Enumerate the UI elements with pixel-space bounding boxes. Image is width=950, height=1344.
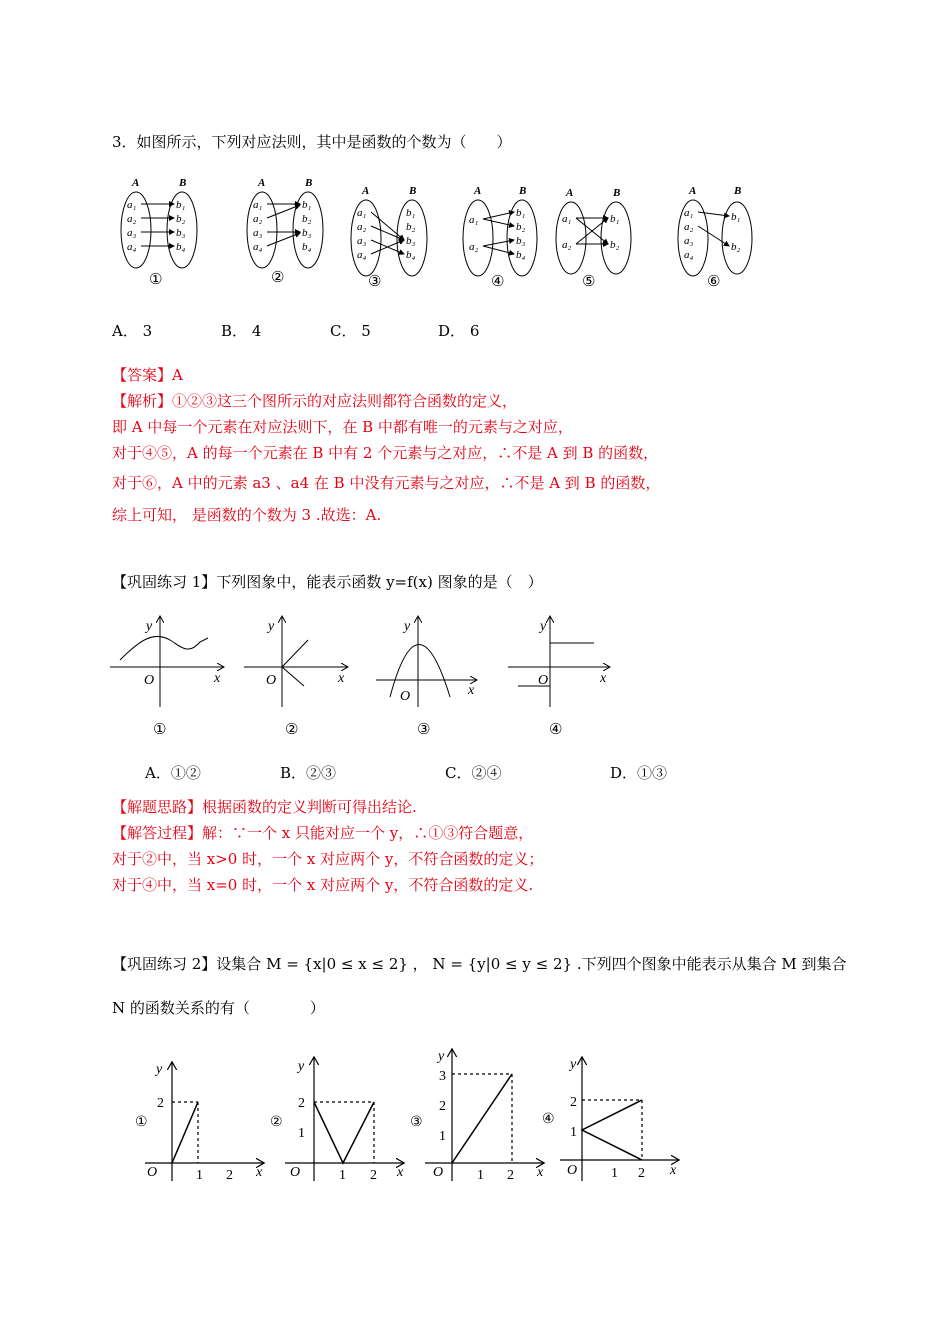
diagram-label-3: ③ <box>368 272 382 290</box>
svg-text:a₂: a₂ <box>562 239 572 251</box>
svg-text:1: 1 <box>477 1168 484 1183</box>
q3-stem: 3．如图所示，下列对应法则，其中是函数的个数为（ ） <box>112 133 512 151</box>
practice1-graph-1-origin: O <box>144 673 155 688</box>
svg-text:B: B <box>409 185 417 197</box>
practice2-stem-line-2: N 的函数关系的有（ ） <box>112 999 325 1017</box>
svg-text:b₄: b₄ <box>176 241 186 253</box>
svg-text:b₃: b₃ <box>406 235 416 247</box>
diagram-label-6: ⑥ <box>707 272 721 290</box>
svg-text:O: O <box>147 1165 158 1180</box>
svg-text:2: 2 <box>226 1168 233 1183</box>
practice2-graph-label-2: ② <box>270 1114 283 1130</box>
q3-analysis-line-1: 【解析】①②③这三个图所示的对应法则都符合函数的定义， <box>112 392 518 410</box>
q3-option-c[interactable]: C． 5 <box>330 322 371 340</box>
practice1-solution-line-3: 对于②中，当 x>0 时，一个 x 对应两个 y，不符合函数的定义； <box>112 850 544 868</box>
svg-text:a₁: a₁ <box>562 213 572 225</box>
practice1-graph-1-x-label: x <box>214 671 221 686</box>
svg-text:a₂: a₂ <box>253 213 263 225</box>
practice1-option-a[interactable]: A．①② <box>145 764 201 782</box>
svg-text:x: x <box>256 1165 263 1180</box>
practice2-graphs <box>130 1048 690 1188</box>
practice1-graph-label-4: ④ <box>549 720 563 738</box>
mapping-diagram-5 <box>556 187 631 274</box>
mapping-diagram-3 <box>351 185 427 276</box>
practice1-graph-4-x-label: x <box>600 671 607 686</box>
svg-text:b₁: b₁ <box>516 207 526 219</box>
svg-text:2: 2 <box>570 1095 577 1110</box>
practice1-graph-1 <box>110 617 223 707</box>
practice1-graph-4-y-label: y <box>540 619 547 634</box>
diagram-label-2: ② <box>271 268 285 286</box>
practice2-graph-2 <box>285 1058 403 1181</box>
svg-text:B: B <box>305 177 313 189</box>
svg-text:A: A <box>132 177 140 189</box>
practice2-graph-1 <box>145 1063 263 1181</box>
svg-text:a₂: a₂ <box>684 221 694 233</box>
svg-text:a₁: a₁ <box>684 207 694 219</box>
svg-text:A: A <box>474 185 482 197</box>
svg-text:B: B <box>613 187 621 199</box>
svg-text:b₂: b₂ <box>516 221 526 233</box>
svg-text:a₁: a₁ <box>357 207 367 219</box>
svg-text:b₁: b₁ <box>176 199 186 211</box>
svg-text:a₄: a₄ <box>127 241 137 253</box>
svg-text:b₁: b₁ <box>731 211 741 223</box>
svg-text:a₂: a₂ <box>469 241 479 253</box>
svg-text:a₁: a₁ <box>127 199 137 211</box>
practice2-stem-line-1: 【巩固练习 2】设集合 M = {x|0 ≤ x ≤ 2} ， N = {y|0 ≤ y ≤ 2} .下列四个图象中能表示从集合 M 到集合 <box>112 955 847 973</box>
practice1-graph-2-origin: O <box>266 673 277 688</box>
practice1-option-b[interactable]: B．②③ <box>280 764 337 782</box>
svg-text:y: y <box>298 1059 305 1074</box>
practice1-graph-3-origin: O <box>400 689 411 704</box>
svg-text:a₂: a₂ <box>357 221 367 233</box>
svg-text:b₂: b₂ <box>610 239 620 251</box>
svg-text:a₄: a₄ <box>684 249 694 261</box>
svg-text:b₁: b₁ <box>610 213 620 225</box>
practice1-graph-label-2: ② <box>285 720 299 738</box>
svg-text:2: 2 <box>638 1166 645 1181</box>
svg-text:b₄: b₄ <box>516 249 526 261</box>
practice1-stem: 【巩固练习 1】下列图象中，能表示函数 y=f(x) 图象的是（ ） <box>112 573 543 591</box>
q3-option-d[interactable]: D． 6 <box>438 322 480 340</box>
svg-text:b₄: b₄ <box>406 249 416 261</box>
q3-analysis-line-5: 综上可知， 是函数的个数为 3 .故选：A. <box>112 506 382 524</box>
svg-text:1: 1 <box>611 1166 618 1181</box>
practice1-option-c[interactable]: C．②④ <box>445 764 502 782</box>
practice1-graph-2-x-label: x <box>338 671 345 686</box>
q3-answer: 【答案】A <box>112 366 183 384</box>
svg-text:A: A <box>362 185 370 197</box>
svg-text:O: O <box>567 1163 578 1178</box>
practice1-graph-4-origin: O <box>538 673 549 688</box>
svg-text:a₁: a₁ <box>469 214 479 226</box>
q3-option-a[interactable]: A． 3 <box>112 322 153 340</box>
svg-text:b₂: b₂ <box>731 241 741 253</box>
practice2-graph-4 <box>560 1058 678 1181</box>
svg-text:2: 2 <box>298 1096 305 1111</box>
practice1-graph-label-1: ① <box>153 720 167 738</box>
q3-analysis-line-3: 对于④⑤，A 的每一个元素在 B 中有 2 个元素与之对应，∴不是 A 到 B 的函数， <box>112 444 659 462</box>
practice1-option-d[interactable]: D．①③ <box>610 764 668 782</box>
practice1-graph-4 <box>508 617 609 707</box>
practice1-solution-line-2: 【解答过程】解：∵一个 x 只能对应一个 y，∴①③符合题意， <box>112 824 534 842</box>
practice2-graph-label-3: ③ <box>410 1114 423 1130</box>
q3-analysis-line-4: 对于⑥，A 中的元素 a3 、a4 在 B 中没有元素与之对应，∴不是 A 到 B 的函数， <box>112 474 661 492</box>
practice1-solution-line-4: 对于④中，当 x=0 时，一个 x 对应两个 y，不符合函数的定义. <box>112 876 534 894</box>
svg-text:b₃: b₃ <box>176 227 186 239</box>
q3-mapping-diagrams <box>110 170 770 295</box>
svg-text:1: 1 <box>439 1129 446 1144</box>
svg-text:b₁: b₁ <box>302 199 312 211</box>
svg-text:1: 1 <box>298 1126 305 1141</box>
svg-text:b₂: b₂ <box>302 213 312 225</box>
svg-text:A: A <box>566 187 574 199</box>
svg-text:a₄: a₄ <box>357 249 367 261</box>
svg-text:1: 1 <box>196 1168 203 1183</box>
svg-text:y: y <box>156 1062 163 1077</box>
svg-text:a₂: a₂ <box>127 213 137 225</box>
q3-option-b[interactable]: B． 4 <box>221 322 262 340</box>
svg-text:y: y <box>570 1057 577 1072</box>
svg-text:b₄: b₄ <box>302 241 312 253</box>
svg-text:x: x <box>397 1165 404 1180</box>
svg-text:2: 2 <box>507 1168 514 1183</box>
practice2-graph-label-1: ① <box>135 1114 148 1130</box>
mapping-diagram-2 <box>247 177 323 268</box>
practice1-solution-line-1: 【解题思路】根据函数的定义判断可得出结论. <box>112 798 417 816</box>
practice1-graph-3-x-label: x <box>468 683 475 698</box>
svg-text:B: B <box>179 177 187 189</box>
practice1-graph-3-y-label: y <box>404 619 411 634</box>
svg-text:O: O <box>433 1165 444 1180</box>
svg-text:O: O <box>290 1165 301 1180</box>
diagram-label-5: ⑤ <box>582 272 596 290</box>
svg-text:x: x <box>537 1165 544 1180</box>
svg-text:A: A <box>258 177 266 189</box>
svg-text:b₁: b₁ <box>406 207 416 219</box>
svg-text:3: 3 <box>439 1069 446 1084</box>
practice1-graph-1-y-label: y <box>146 619 153 634</box>
diagram-label-4: ④ <box>491 272 505 290</box>
svg-text:a₃: a₃ <box>127 227 137 239</box>
svg-text:1: 1 <box>570 1125 577 1140</box>
svg-text:b₃: b₃ <box>516 235 526 247</box>
svg-text:b₂: b₂ <box>406 221 416 233</box>
svg-text:B: B <box>519 185 527 197</box>
svg-text:a₃: a₃ <box>684 235 694 247</box>
practice1-graph-2 <box>244 617 347 707</box>
practice1-graph-3 <box>376 617 476 707</box>
mapping-diagram-4 <box>463 185 537 276</box>
q3-analysis-line-2: 即 A 中每一个元素在对应法则下，在 B 中都有唯一的元素与之对应， <box>112 418 573 436</box>
svg-text:b₃: b₃ <box>302 227 312 239</box>
svg-text:2: 2 <box>157 1096 164 1111</box>
practice1-graph-2-y-label: y <box>268 619 275 634</box>
practice1-graphs <box>108 612 618 712</box>
svg-text:x: x <box>670 1163 677 1178</box>
svg-text:a₃: a₃ <box>253 227 263 239</box>
svg-text:a₃: a₃ <box>357 235 367 247</box>
practice2-graph-label-4: ④ <box>542 1111 555 1127</box>
svg-text:1: 1 <box>339 1168 346 1183</box>
mapping-diagram-6 <box>678 185 752 276</box>
svg-text:y: y <box>438 1049 445 1064</box>
practice1-graph-label-3: ③ <box>417 720 431 738</box>
svg-text:2: 2 <box>439 1099 446 1114</box>
svg-text:b₂: b₂ <box>176 213 186 225</box>
svg-text:a₄: a₄ <box>253 241 263 253</box>
mapping-diagram-1 <box>121 177 197 268</box>
svg-text:B: B <box>734 185 742 197</box>
diagram-label-1: ① <box>149 270 163 288</box>
svg-text:A: A <box>689 185 697 197</box>
svg-text:a₁: a₁ <box>253 199 263 211</box>
svg-text:2: 2 <box>370 1168 377 1183</box>
